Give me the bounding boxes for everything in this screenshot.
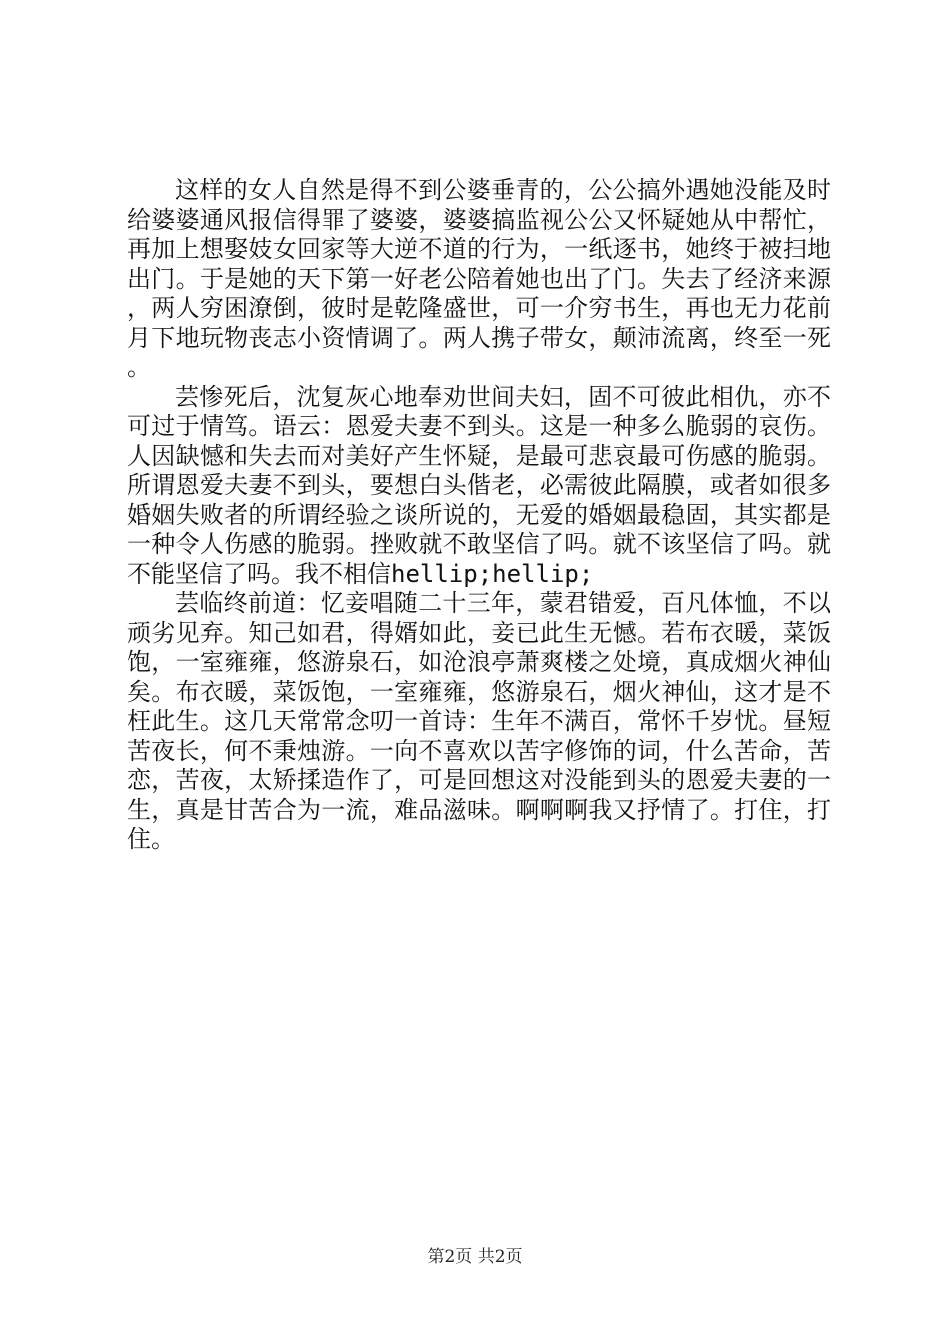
paragraph-2: 芸惨死后，沈复灰心地奉劝世间夫妇，固不可彼此相仇，亦不可过于情笃。语云：恩爱夫妻不到头。这是一种多么脆弱的哀伤。人因缺憾和失去而对美好产生怀疑，是最可悲哀最可伤感的脆弱。所谓恩爱夫妻不到头，要想白头偕老，必需彼此隔膜，或者如很多婚姻失败者的所谓经验之谈所说的，无爱的婚姻最稳固，其实都是一种令人伤感的脆弱。挫败就不敢坚信了吗。就不该坚信了吗。就不能坚信了吗。我不相信hellip;hellip; bbox=[127, 382, 831, 588]
paragraph-1: 这样的女人自然是得不到公婆垂青的，公公搞外遇她没能及时给婆婆通风报信得罪了婆婆，婆婆搞监视公公又怀疑她从中帮忙，再加上想娶妓女回家等大逆不道的行为，一纸逐书，她终于被扫地出门。于是她的天下第一好老公陪着她也出了门。失去了经济来源，两人穷困潦倒，彼时是乾隆盛世，可一介穷书生，再也无力花前月下地玩物丧志小资情调了。两人携子带女，颠沛流离，终至一死。 bbox=[127, 176, 831, 381]
body-text bbox=[127, 176, 831, 855]
paragraph-3: 芸临终前道：忆妾唱随二十三年，蒙君错爱，百凡体恤，不以顽劣见弃。知己如君，得婿如此，妾已此生无憾。若布衣暖，菜饭饱，一室雍雍，悠游泉石，如沧浪亭萧爽楼之处境，真成烟火神仙矣。布衣暖，菜饭饱，一室雍雍，悠游泉石，烟火神仙，这才是不枉此生。这几天常常念叨一首诗：生年不满百，常怀千岁忧。昼短苦夜长，何不秉烛游。一向不喜欢以苦字修饰的词，什么苦命，苦恋，苦夜，太矫揉造作了，可是回想这对没能到头的恩爱夫妻的一生，真是甘苦合为一流，难品滋味。啊啊啊我又抒情了。打住，打住。 bbox=[127, 589, 831, 853]
page-number-footer: 第2页 共2页 bbox=[427, 1247, 523, 1267]
